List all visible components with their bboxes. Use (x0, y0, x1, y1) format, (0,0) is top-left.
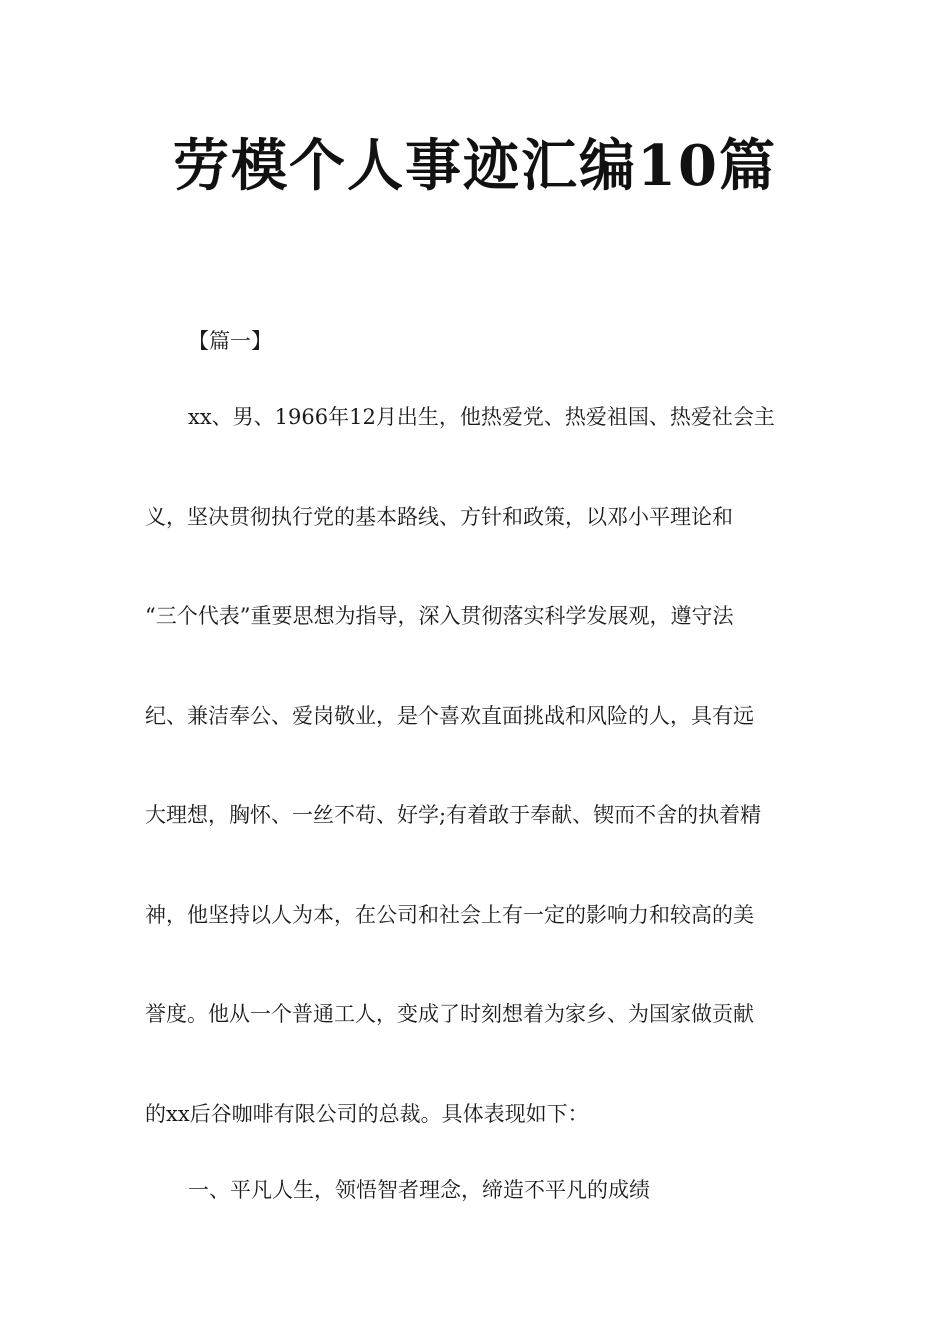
paragraph-line-5: 大理想，胸怀、一丝不苟、好学;有着敢于奉献、锲而不舍的执着精 (145, 803, 762, 827)
paragraph-line-8: 的xx后谷咖啡有限公司的总裁。具体表现如下： (145, 1102, 589, 1126)
section-label: 【篇一】 (188, 329, 272, 353)
paragraph-line-6: 神，他坚持以人为本，在公司和社会上有一定的影响力和较高的美 (145, 903, 754, 927)
paragraph-line-3: “三个代表”重要思想为指导，深入贯彻落实科学发展观，遵守法 (145, 604, 734, 628)
subheading: 一、平凡人生，领悟智者理念，缔造不平凡的成绩 (188, 1178, 650, 1202)
paragraph-line-1: xx、男、1966年12月出生，他热爱党、热爱祖国、热爱社会主 (188, 405, 775, 429)
document-title: 劳模个人事迹汇编10篇 (173, 133, 777, 199)
paragraph-line-7: 誉度。他从一个普通工人，变成了时刻想着为家乡、为国家做贡献 (145, 1002, 754, 1026)
paragraph-line-4: 纪、兼洁奉公、爱岗敬业，是个喜欢直面挑战和风险的人，具有远 (145, 704, 754, 728)
paragraph-line-2: 义，坚决贯彻执行党的基本路线、方针和政策，以邓小平理论和 (145, 505, 733, 529)
